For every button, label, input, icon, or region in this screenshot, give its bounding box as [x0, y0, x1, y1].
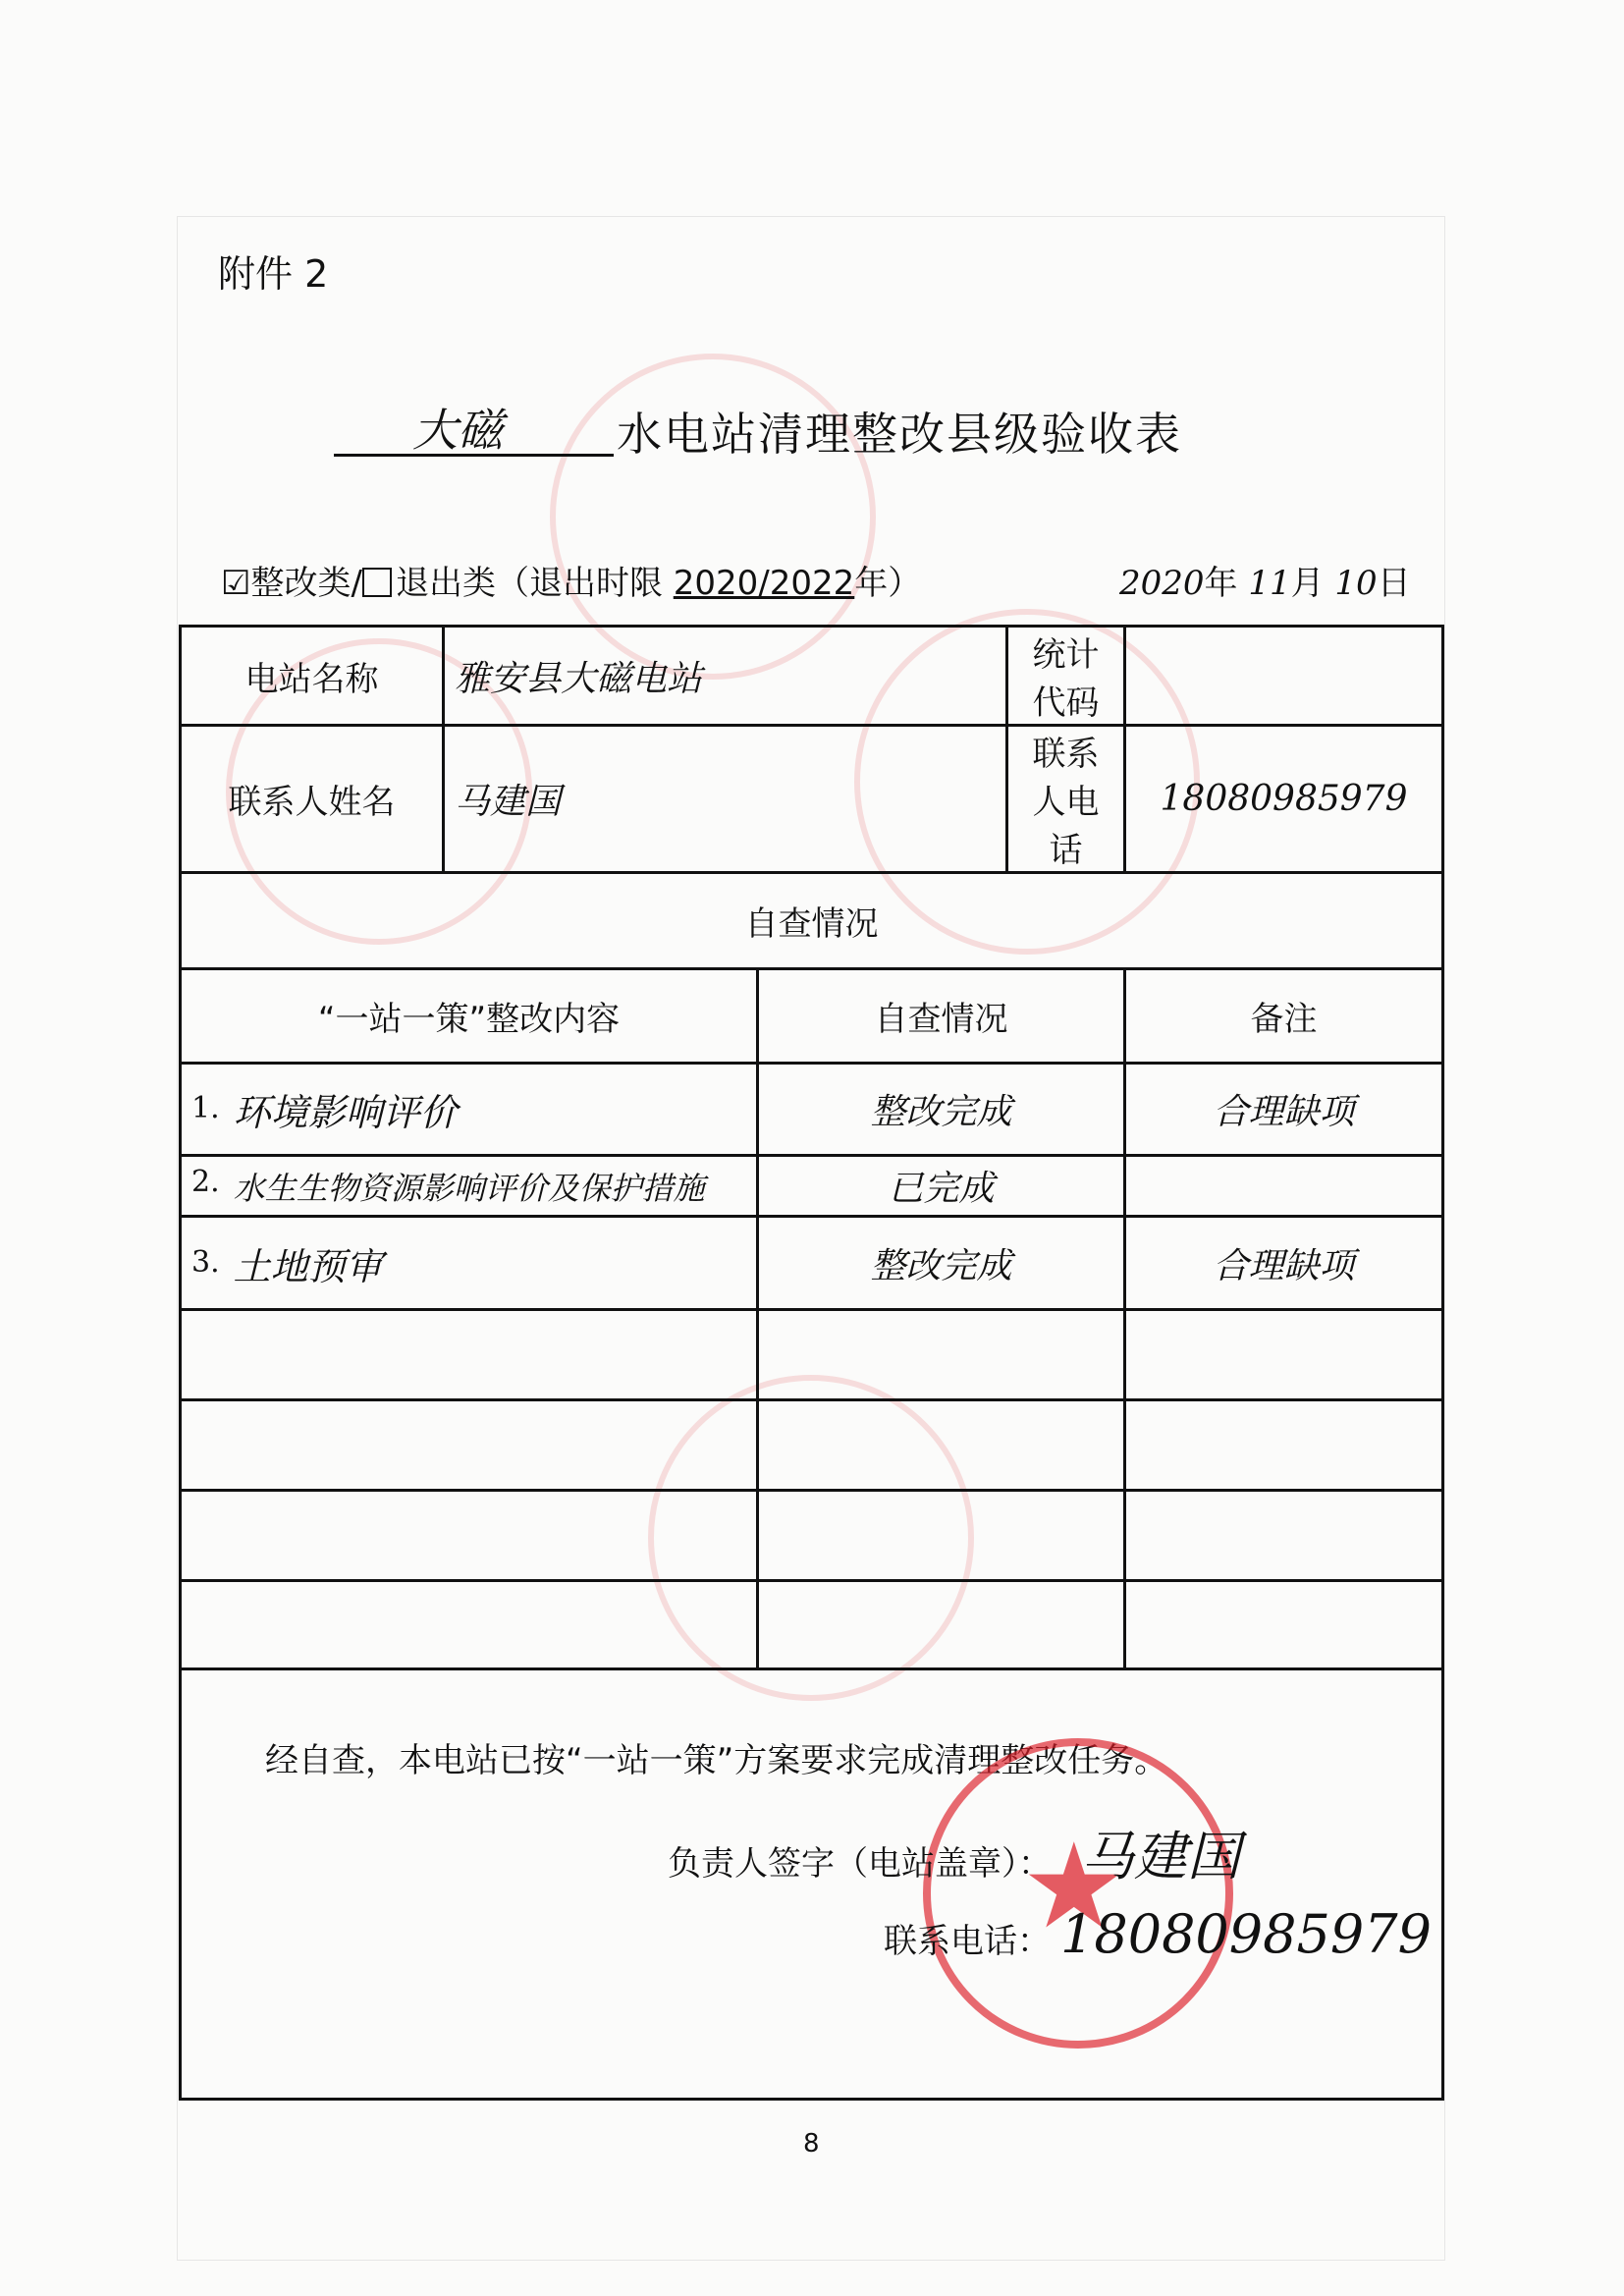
rectify-checkbox[interactable]: ☑ — [221, 564, 251, 603]
title-main: 水电站清理整改县级验收表 — [617, 408, 1182, 461]
col-header-status: 自查情况 — [758, 969, 1125, 1064]
col-header-remark: 备注 — [1125, 969, 1443, 1064]
date-month: 11 — [1248, 564, 1291, 603]
item-index: 1. — [191, 1091, 220, 1125]
item-content[interactable] — [181, 1064, 758, 1156]
exit-deadline: 2020/2022 — [673, 564, 855, 603]
contact-phone-value[interactable]: 18080985979 — [1125, 726, 1443, 873]
item-content-text: 土地预审 — [233, 1244, 383, 1288]
exit-checkbox[interactable] — [362, 568, 392, 597]
item-status[interactable]: 已完成 — [758, 1156, 1125, 1217]
item-status[interactable] — [758, 1310, 1125, 1400]
table-header-row — [181, 969, 1443, 1064]
station-name-value[interactable]: 雅安县大磁电站 — [444, 627, 1007, 726]
table-row — [181, 627, 1443, 726]
item-content-text: 环境影响评价 — [233, 1091, 458, 1134]
item-index: 3. — [191, 1244, 220, 1280]
item-status[interactable]: 整改完成 — [758, 1217, 1125, 1310]
table-row — [181, 1217, 1443, 1310]
item-status[interactable] — [758, 1491, 1125, 1581]
station-name-label: 电站名称 — [181, 627, 444, 726]
table-row — [181, 873, 1443, 969]
contact-phone-label: 联系人电话 — [1007, 726, 1125, 873]
signature-value[interactable]: 马建国 — [1081, 1826, 1240, 1887]
item-remark[interactable]: 合理缺项 — [1125, 1217, 1443, 1310]
item-remark[interactable] — [1125, 1581, 1443, 1669]
item-content[interactable] — [181, 1491, 758, 1581]
stat-code-label: 统计代码 — [1007, 627, 1125, 726]
phone-value[interactable]: 18080985979 — [1060, 1903, 1432, 1965]
date-year-unit: 年 — [1204, 564, 1238, 603]
station-seal — [923, 1738, 1233, 2049]
self-check-header: 自查情况 — [181, 873, 1443, 969]
exit-label: 退出类（退出时限 — [395, 564, 663, 603]
table-row — [181, 1581, 1443, 1669]
exit-suffix: 年） — [854, 564, 922, 603]
phone-label: 联系电话： — [884, 1922, 1051, 1961]
date-year: 2020 — [1119, 564, 1205, 603]
attachment-label: 附件 2 — [218, 252, 329, 296]
item-status[interactable] — [758, 1400, 1125, 1491]
item-content[interactable] — [181, 1156, 758, 1217]
stat-code-value[interactable] — [1125, 627, 1443, 726]
item-remark[interactable] — [1125, 1400, 1443, 1491]
date-month-unit: 月 — [1290, 564, 1325, 603]
item-content[interactable] — [181, 1400, 758, 1491]
item-status[interactable] — [758, 1581, 1125, 1669]
item-remark[interactable] — [1125, 1310, 1443, 1400]
seal-star-icon: ★ — [1021, 1819, 1127, 1955]
table-row — [181, 1064, 1443, 1156]
item-index: 2. — [191, 1164, 220, 1199]
date-day: 10 — [1334, 564, 1378, 603]
table-row — [181, 726, 1443, 873]
table-row — [181, 1491, 1443, 1581]
form-title — [334, 393, 1316, 462]
phone-line — [884, 1903, 1432, 1965]
table-row — [181, 1156, 1443, 1217]
contact-name-value[interactable]: 马建国 — [444, 726, 1007, 873]
table-row — [181, 1400, 1443, 1491]
date-day-unit: 日 — [1377, 564, 1411, 603]
col-header-content: “一站一策”整改内容 — [181, 969, 758, 1064]
item-remark[interactable] — [1125, 1491, 1443, 1581]
rectify-label: 整改类/ — [250, 564, 362, 603]
signature-label: 负责人签字（电站盖章）： — [668, 1844, 1052, 1884]
table-row — [181, 1310, 1443, 1400]
item-content[interactable] — [181, 1581, 758, 1669]
declaration-text: 经自查，本电站已按“一站一策”方案要求完成清理整改任务。 — [265, 1741, 1168, 1780]
item-status[interactable]: 整改完成 — [758, 1064, 1125, 1156]
form-date — [1119, 556, 1411, 604]
title-station-handwritten: 大磁 — [412, 404, 503, 457]
item-remark[interactable]: 合理缺项 — [1125, 1064, 1443, 1156]
signature-line — [668, 1815, 1240, 1890]
contact-name-label: 联系人姓名 — [181, 726, 444, 873]
item-content[interactable] — [181, 1217, 758, 1310]
item-content-text: 水生生物资源影响评价及保护措施 — [233, 1169, 705, 1207]
item-remark[interactable] — [1125, 1156, 1443, 1217]
category-row — [221, 556, 921, 604]
item-content[interactable] — [181, 1310, 758, 1400]
page-number: 8 — [803, 2129, 820, 2159]
